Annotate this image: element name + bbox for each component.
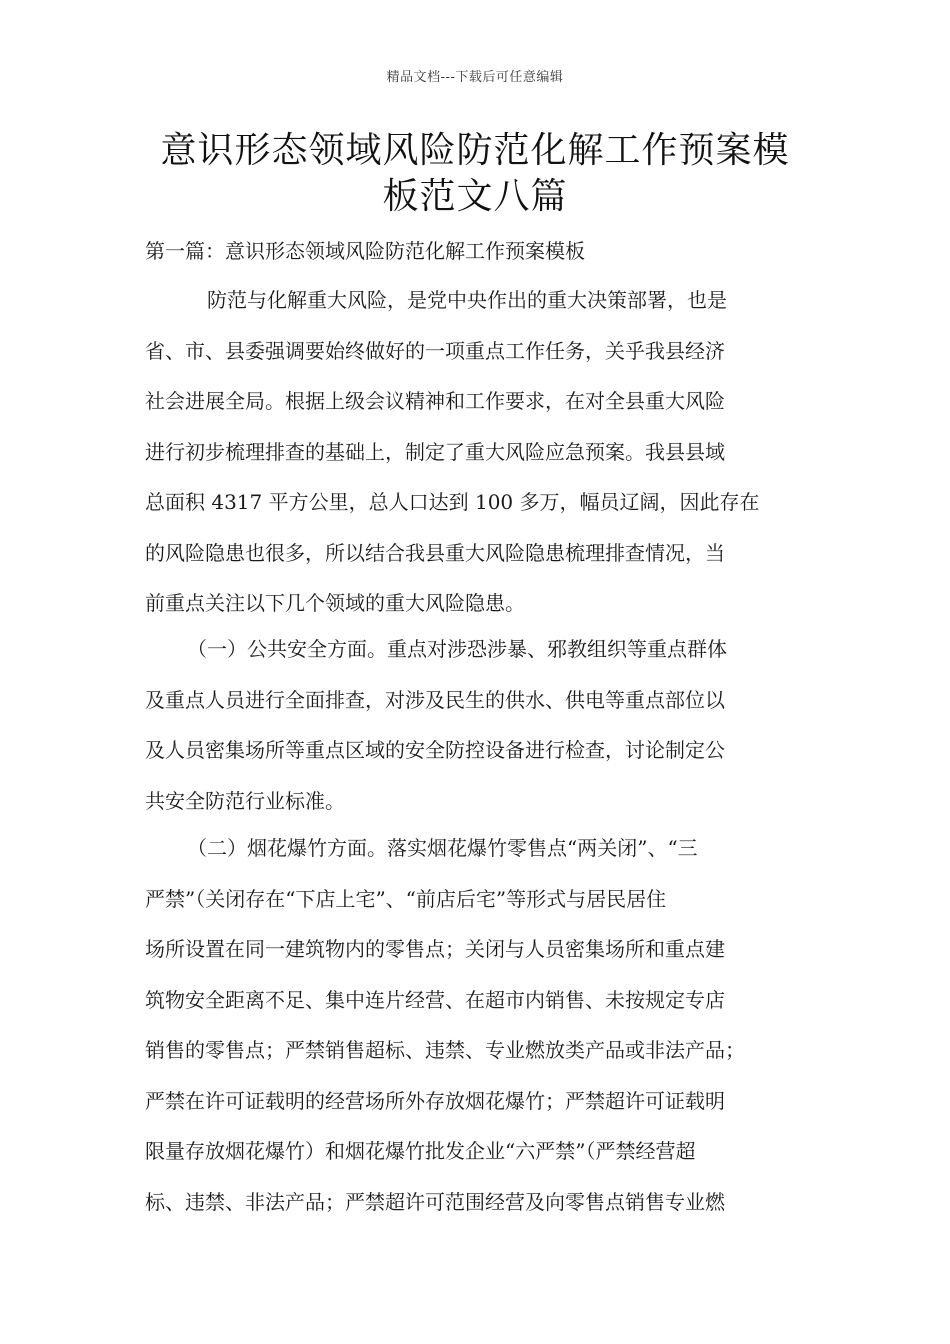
paragraph-2: [145, 624, 810, 826]
header-note: 精品文档---下载后可任意编辑: [386, 70, 564, 85]
paragraph-line: 省、市、县委强调要始终做好的一项重点工作任务，关乎我县经济: [145, 338, 725, 363]
paragraph-line: 的风险隐患也很多，所以结合我县重大风险隐患梳理排查情况，当: [145, 540, 725, 565]
paragraph-line: 标、违禁、非法产品；严禁超许可范围经营及向零售点销售专业燃: [145, 1189, 725, 1214]
paragraph-line: （一）公共安全方面。重点对涉恐涉暴、邪教组织等重点群体: [187, 637, 727, 661]
paragraph-1: [145, 275, 810, 629]
paragraph-line: 社会进展全局。根据上级会议精神和工作要求，在对全县重大风险: [145, 389, 725, 413]
document-title: [130, 128, 820, 220]
paragraph-line: （二）烟花爆竹方面。落实烟花爆竹零售点“两关闭”、“三: [187, 836, 698, 860]
paragraph-line: 销售的零售点；严禁销售超标、违禁、专业燃放类产品或非法产品；: [145, 1038, 745, 1062]
paragraph-line: 进行初步梳理排查的基础上，制定了重大风险应急预案。我县县域: [145, 439, 725, 464]
paragraph-3: [145, 823, 810, 1227]
title-line-2: 板范文八篇: [382, 176, 568, 217]
paragraph-line: 前重点关注以下几个领域的重大风险隐患。: [145, 591, 525, 615]
paragraph-line: 严禁”（关闭存在“下店上宅”、“前店后宅”等形式与居民居住: [145, 886, 667, 911]
section-heading: 第一篇：意识形态领域风险防范化解工作预案模板: [145, 239, 585, 263]
paragraph-line: 总面积 4317 平方公里，总人口达到 100 多万，幅员辽阔，因此存在: [145, 490, 760, 514]
paragraph-line: 场所设置在同一建筑物内的零售点；关闭与人员密集场所和重点建: [145, 937, 725, 961]
title-line-1: 意识形态领域风险防范化解工作预案模: [160, 130, 790, 171]
paragraph-line: 及重点人员进行全面排查，对涉及民生的供水、供电等重点部位以: [145, 687, 725, 712]
paragraph-line: 及人员密集场所等重点区域的安全防控设备进行检查，讨论制定公: [145, 738, 725, 762]
paragraph-line: 筑物安全距离不足、集中连片经营、在超市内销售、未按规定专店: [145, 987, 725, 1012]
paragraph-line: 防范与化解重大风险，是党中央作出的重大决策部署，也是: [207, 288, 727, 312]
paragraph-line: 严禁在许可证载明的经营场所外存放烟花爆竹；严禁超许可证载明: [145, 1088, 725, 1113]
paragraph-line: 共安全防范行业标准。: [145, 788, 345, 813]
paragraph-line: 限量存放烟花爆竹）和烟花爆竹批发企业“六严禁”（严禁经营超: [145, 1139, 696, 1163]
